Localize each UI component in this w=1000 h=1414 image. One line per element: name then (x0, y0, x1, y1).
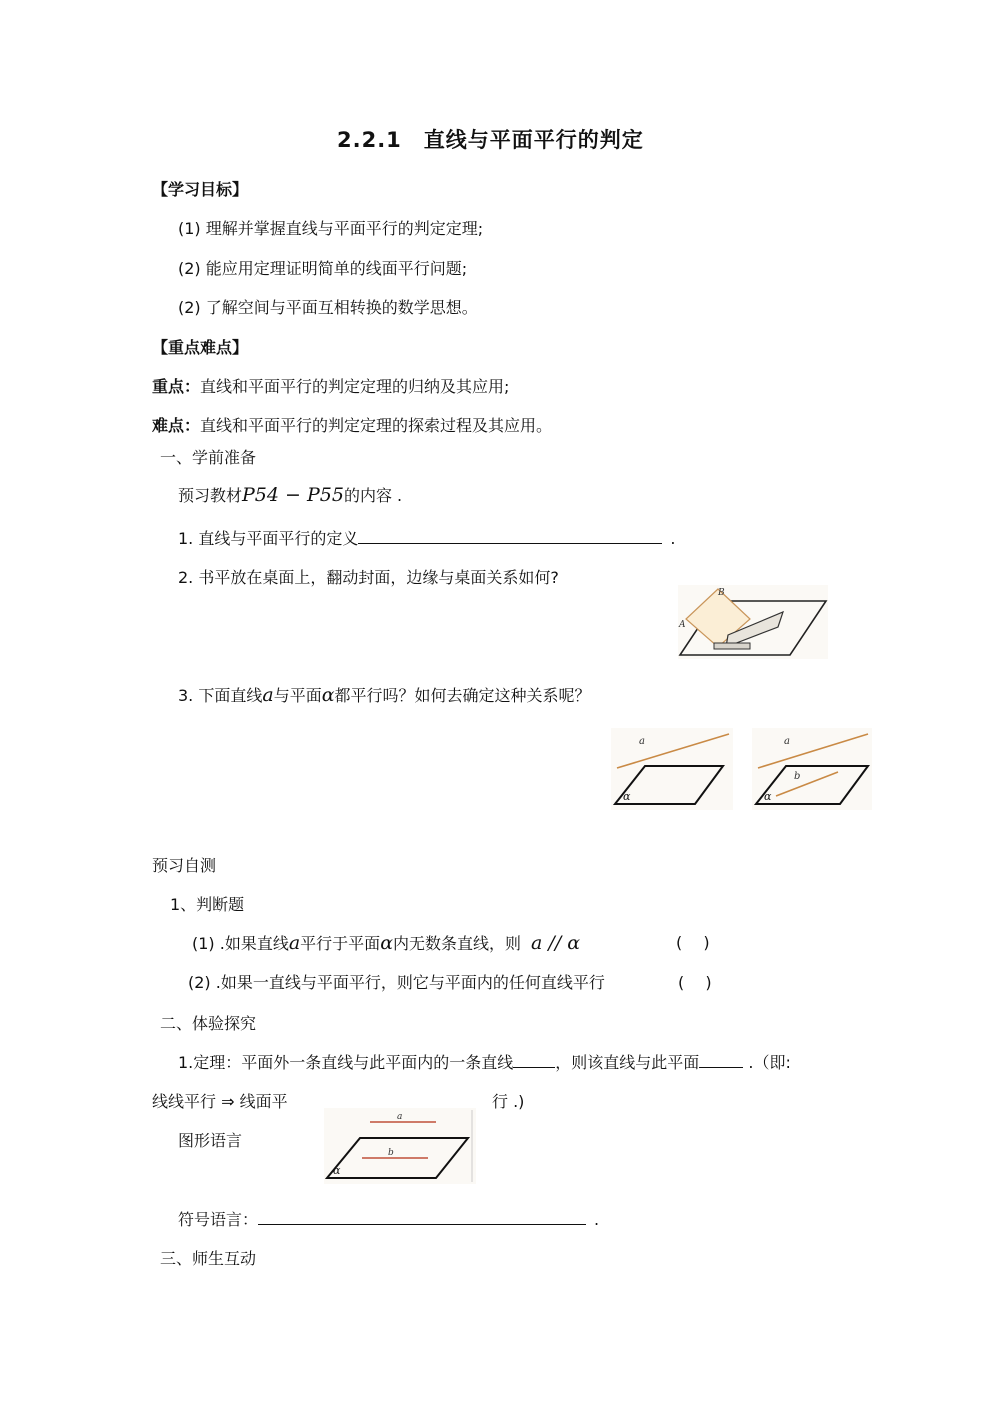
keypoints-heading: 【重点难点】 (152, 338, 249, 357)
symbol-blank[interactable] (258, 1210, 586, 1225)
preview-suffix: 的内容 . (343, 486, 403, 505)
item1-text-b: 平行于平面 (300, 934, 381, 953)
page-title: 2.2.1 直线与平面平行的判定 (337, 128, 644, 152)
book-label-A: A (679, 620, 686, 630)
judgment-item-2: (2) .如果一直线与平面平行，则它与平面内的任何直线平行 (188, 973, 605, 992)
objectives-heading: 【学习目标】 (152, 180, 249, 199)
key-point (152, 376, 509, 398)
section3-heading: 三、师生互动 (160, 1249, 257, 1268)
preview-range: P54 − P55 (242, 484, 344, 506)
q1-blank[interactable] (358, 529, 662, 544)
fig2-label-a: a (784, 736, 790, 747)
question-2: 2. 书平放在桌面上，翻动封面，边缘与桌面关系如何? (178, 568, 559, 587)
theorem-blank-1[interactable] (513, 1053, 555, 1068)
key-text: 直线和平面平行的判定定理的归纳及其应用; (200, 377, 510, 396)
objective-item-3: (2) 了解空间与平面互相转换的数学思想。 (178, 298, 478, 317)
q3-var-alpha: α (321, 684, 335, 706)
book-label-B: B (718, 588, 725, 598)
theorem-line-2-end: 行 .) (492, 1092, 525, 1111)
judgment-item-1 (192, 932, 580, 955)
graph-language-label: 图形语言 (178, 1131, 243, 1150)
fig2-label-b: b (794, 771, 801, 782)
theorem-label-a: a (397, 1112, 403, 1122)
q3-text-c: 都平行吗？如何去确定这种关系呢？ (334, 686, 591, 705)
section2-heading: 二、体验探究 (160, 1014, 257, 1033)
section1-heading: 一、学前准备 (160, 448, 257, 467)
question-3 (178, 684, 591, 707)
theorem-blank-2[interactable] (699, 1053, 743, 1068)
symbol-label: 符号语言： (178, 1210, 259, 1229)
symbol-end: . (594, 1210, 600, 1229)
symbol-language (178, 1209, 599, 1231)
theorem-text-c: .（即: (743, 1053, 791, 1072)
theorem-text-b: ，则该直线与此平面 (555, 1053, 700, 1072)
q3-var-a: a (262, 684, 274, 706)
judgment-heading: 1、判断题 (170, 895, 245, 914)
objective-item-2: (2) 能应用定理证明简单的线面平行问题; (178, 259, 468, 278)
item1-var-alpha: α (380, 932, 394, 954)
hard-text: 直线和平面平行的判定定理的探索过程及其应用。 (200, 416, 553, 435)
preview-prefix: 预习教材 (178, 486, 243, 505)
theorem-text-a: 1.定理：平面外一条直线与此平面内的一条直线 (178, 1053, 514, 1072)
plane-figure-1 (611, 728, 733, 810)
judgment-item-2-answer[interactable]: ( ) (678, 973, 712, 992)
self-test-heading: 预习自测 (152, 856, 217, 875)
fig2-label-alpha: α (764, 790, 772, 803)
book-figure (678, 585, 828, 659)
item1-text-a: (1) .如果直线 (192, 934, 289, 953)
preview-line (178, 484, 402, 507)
q1-end: . (670, 529, 676, 548)
q1-text: 1. 直线与平面平行的定义 (178, 529, 359, 548)
question-1 (178, 528, 675, 550)
theorem-figure (324, 1108, 476, 1184)
theorem-line-2: 线线平行 ⇒ 线面平 (152, 1092, 288, 1111)
key-label: 重点： (152, 377, 201, 396)
theorem-line-1 (178, 1052, 791, 1074)
fig1-label-alpha: α (623, 790, 631, 803)
item1-expr: a // α (531, 932, 581, 954)
item1-text-c: 内无数条直线，则 (393, 934, 522, 953)
plane-figure-2 (752, 728, 872, 810)
q3-text-b: 与平面 (273, 686, 322, 705)
hard-point (152, 415, 552, 437)
judgment-item-1-answer[interactable]: ( ) (676, 933, 710, 952)
theorem-label-alpha: α (333, 1164, 341, 1177)
item1-var-a: a (288, 932, 301, 954)
theorem-label-b: b (388, 1148, 394, 1158)
objective-item-1: (1) 理解并掌握直线与平面平行的判定定理; (178, 219, 484, 238)
q3-text-a: 3. 下面直线 (178, 686, 263, 705)
fig1-label-a: a (639, 736, 645, 747)
hard-label: 难点： (152, 416, 201, 435)
